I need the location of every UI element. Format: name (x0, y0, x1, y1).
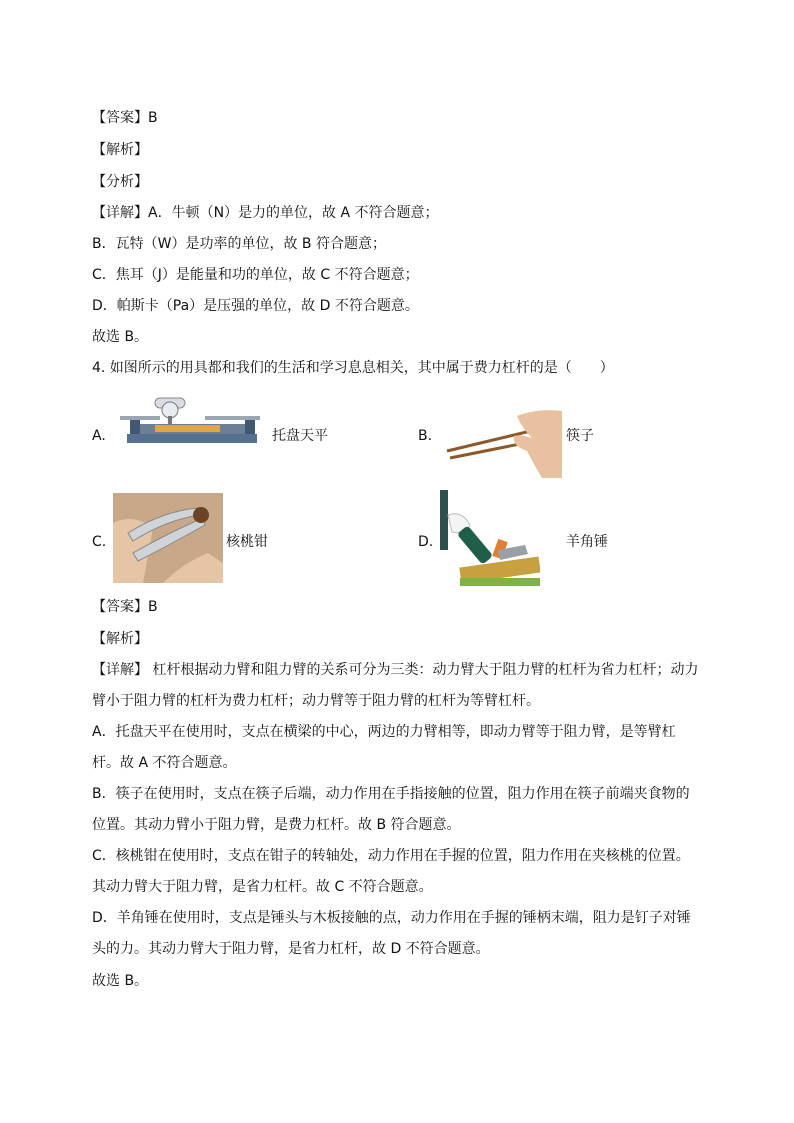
answer-line: 【答案】B (92, 110, 158, 126)
option-d-letter: D. (418, 534, 434, 550)
option-b-name: 筷子 (566, 428, 594, 444)
option-b-letter: B. (418, 428, 433, 444)
option-a-letter: A. (92, 428, 106, 444)
detail-c-2: C．核桃钳在使用时，支点在钳子的转轴处，动力作用在手握的位置，阻力作用在夹核桃的位置。其动力臂大于阻力臂，是省力杠杆。故 C 不符合题意。 (92, 848, 690, 895)
detail-b-2: B．筷子在使用时，支点在筷子后端，动力作用在手指接触的位置，阻力作用在筷子前端夹食物的位置。其动力臂小于阻力臂，是费力杠杆。故 B 符合题意。 (92, 786, 690, 833)
analysis-heading: 【解析】 (92, 142, 148, 158)
chopsticks-image (442, 406, 562, 478)
conclusion-2: 故选 B。 (92, 973, 149, 989)
conclusion-1: 故选 B。 (92, 329, 149, 345)
option-c-letter: C. (92, 534, 107, 550)
option-c-name: 核桃钳 (226, 534, 268, 550)
nutcracker-image (113, 493, 223, 583)
detail-d: D．帕斯卡（Pa）是压强的单位，故 D 不符合题意。 (92, 298, 419, 314)
question-stem: 4. 如图所示的用具都和我们的生活和学习息息相关，其中属于费力杠杆的是（ ） (92, 360, 614, 376)
detail-d-2: D．羊角锤在使用时，支点是锤头与木板接触的点，动力作用在手握的锤柄末端，阻力是钉子对锤头的力。其动力臂大于阻力臂，是省力杠杆，故 D 不符合题意。 (92, 910, 691, 957)
fenxi-heading: 【分析】 (92, 174, 148, 190)
option-a-name: 托盘天平 (272, 428, 328, 444)
detail-intro: 【详解】 杠杆根据动力臂和阻力臂的关系可分为三类：动力臂大于阻力臂的杠杆为省力杠杆；动力臂小于阻力臂的杠杆为费力杠杆；动力臂等于阻力臂的杠杆为等臂杠杆。 (92, 662, 699, 709)
answer-line-2: 【答案】B (92, 599, 158, 615)
claw-hammer-image (440, 490, 540, 586)
detail-a: 【详解】A．牛顿（N）是力的单位，故 A 不符合题意； (92, 205, 439, 221)
analysis-heading-2: 【解析】 (92, 631, 148, 647)
detail-a-2: A．托盘天平在使用时，支点在横梁的中心，两边的力臂相等，即动力臂等于阻力臂，是等臂杠杆。故 A 不符合题意。 (92, 724, 676, 771)
detail-b: B．瓦特（W）是功率的单位，故 B 符合题意； (92, 236, 386, 252)
detail-c: C．焦耳（J）是能量和功的单位，故 C 不符合题意； (92, 267, 419, 283)
option-d-name: 羊角锤 (566, 534, 608, 550)
balance-scale-image (115, 396, 270, 444)
